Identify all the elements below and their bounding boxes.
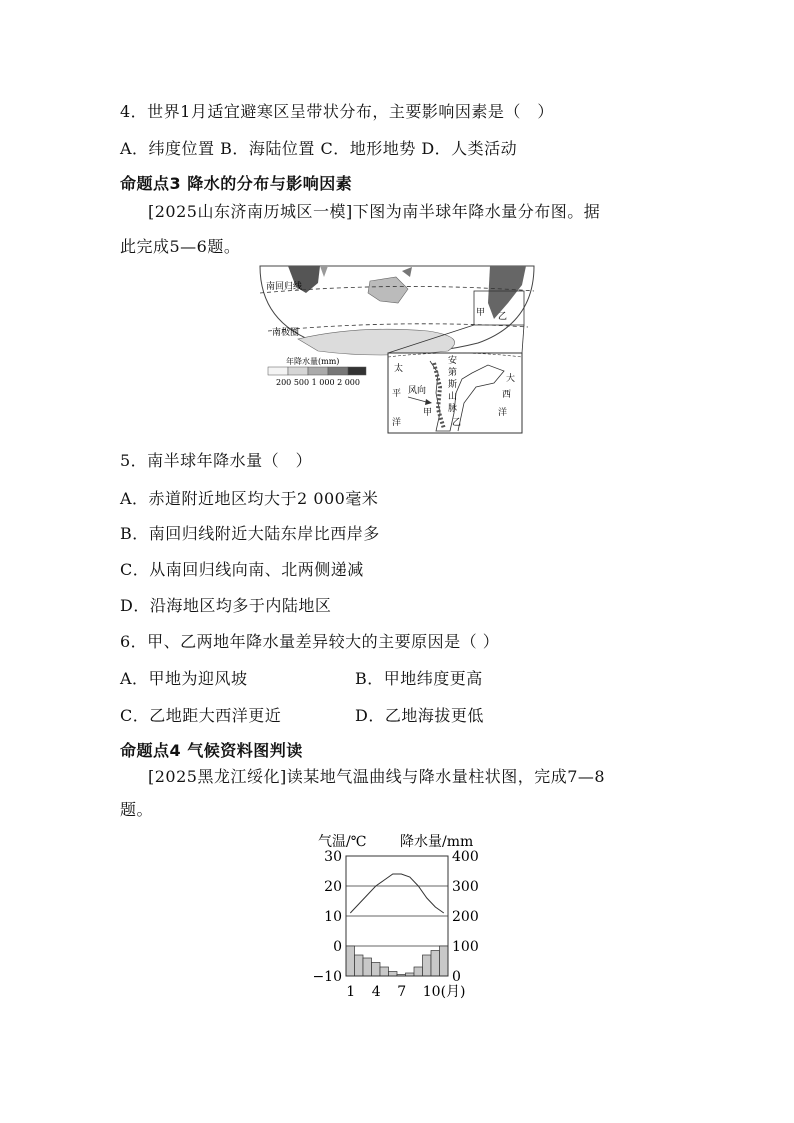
q5-stem: 5．南半球年降水量（ ） (120, 451, 313, 470)
andes-label-2: 第 (448, 368, 458, 378)
precip-tick-label: 300 (452, 879, 479, 895)
inset-atlantic-2: 西 (502, 390, 512, 400)
temp-tick-label: −10 (312, 969, 342, 985)
legend-swatch-2 (288, 367, 308, 375)
precip-bar (440, 946, 449, 976)
precip-bar (389, 972, 398, 977)
section4-intro-2: 题。 (120, 800, 154, 819)
temperature-line (350, 874, 444, 913)
section3-intro-2: 此完成5—6题。 (120, 237, 241, 256)
month-tick-label: 7 (397, 984, 407, 1000)
q5-option-d: D．沿海地区均多于内陆地区 (120, 596, 332, 615)
q5-option-c: C．从南回归线向南、北两侧递减 (120, 560, 364, 579)
section3-intro-1: [2025山东济南历城区一模]下图为南半球年降水量分布图。据 (148, 202, 601, 221)
precip-axis-title: 降水量/mm (400, 834, 474, 850)
temp-tick-label: 10 (324, 909, 342, 925)
precip-tick-label: 400 (452, 849, 479, 865)
map-jia-label: 甲 (476, 308, 486, 318)
precip-bar (431, 951, 440, 977)
connector-right (522, 325, 524, 353)
legend-title: 年降水量(mm) (286, 357, 340, 366)
precip-bar (380, 967, 389, 976)
precip-tick-label: 100 (452, 939, 479, 955)
inset-pacific-2: 平 (392, 389, 402, 399)
climate-chart (310, 828, 490, 1004)
andes-label-1: 安 (448, 356, 458, 366)
inset-pacific-3: 洋 (392, 418, 402, 428)
tropic-label: 南回归线 (266, 282, 303, 292)
temp-tick-label: 0 (333, 939, 342, 955)
legend-swatch-5 (348, 367, 366, 375)
temp-tick-label: 20 (324, 879, 342, 895)
q4-options: A．纬度位置 B．海陆位置 C．地形地势 D．人类活动 (120, 139, 518, 158)
andes-label-3: 斯 (448, 380, 458, 390)
inset-pacific-1: 太 (394, 364, 404, 374)
legend-swatch-4 (328, 367, 348, 375)
q6-option-c: C．乙地距大西洋更近 (120, 706, 282, 725)
section3-title: 命题点3 降水的分布与影响因素 (120, 174, 353, 193)
legend-swatch-1 (268, 367, 288, 375)
andes-label-5: 脉 (448, 404, 458, 414)
section4-intro-1: [2025黑龙江绥化]读某地气温曲线与降水量柱状图，完成7—8 (148, 767, 606, 786)
legend-swatch-3 (308, 367, 328, 375)
map-yi-label: 乙 (498, 312, 508, 322)
precip-bar (346, 946, 355, 976)
precip-tick-label: 200 (452, 909, 479, 925)
precip-bar (423, 955, 432, 976)
temp-tick-label: 30 (324, 849, 342, 865)
inset-jia-label: 甲 (423, 408, 433, 418)
inset-atlantic-1: 大 (506, 374, 516, 384)
chart-ticks (312, 849, 478, 1000)
precip-bar (414, 967, 423, 976)
precip-bars (346, 946, 448, 976)
month-tick-label: 4 (371, 984, 381, 1000)
inset-atlantic-3: 洋 (498, 408, 508, 418)
precip-bar (355, 955, 364, 976)
month-tick-label: 10(月) (422, 984, 466, 1000)
q5-option-b: B．南回归线附近大陆东岸比西岸多 (120, 524, 380, 543)
q6-option-a: A．甲地为迎风坡 (120, 669, 248, 688)
andes-label-4: 山 (448, 392, 458, 402)
inset-wind-label: 风向 (408, 386, 427, 396)
q6-option-b: B．甲地纬度更高 (355, 669, 483, 688)
q5-option-a: A．赤道附近地区均大于2 000毫米 (120, 489, 379, 508)
precip-bar (372, 963, 381, 977)
month-tick-label: 1 (346, 984, 356, 1000)
section4-title: 命题点4 气候资料图判读 (120, 741, 303, 760)
q4-stem: 4．世界1月适宜避寒区呈带状分布，主要影响因素是（ ） (120, 102, 554, 121)
precip-tick-label: 0 (452, 969, 461, 985)
legend-values: 200 500 1 000 2 000 (276, 378, 360, 387)
temp-axis-title: 气温/℃ (318, 834, 367, 850)
q6-stem: 6．甲、乙两地年降水量差异较大的主要原因是（ ） (120, 632, 500, 651)
antarctic-circle-label: 南极圈 (272, 328, 300, 338)
precip-bar (363, 958, 372, 976)
q6-option-d: D．乙地海拔更低 (355, 706, 484, 725)
precipitation-map (258, 263, 538, 435)
inset-yi-label: 乙 (452, 418, 462, 428)
